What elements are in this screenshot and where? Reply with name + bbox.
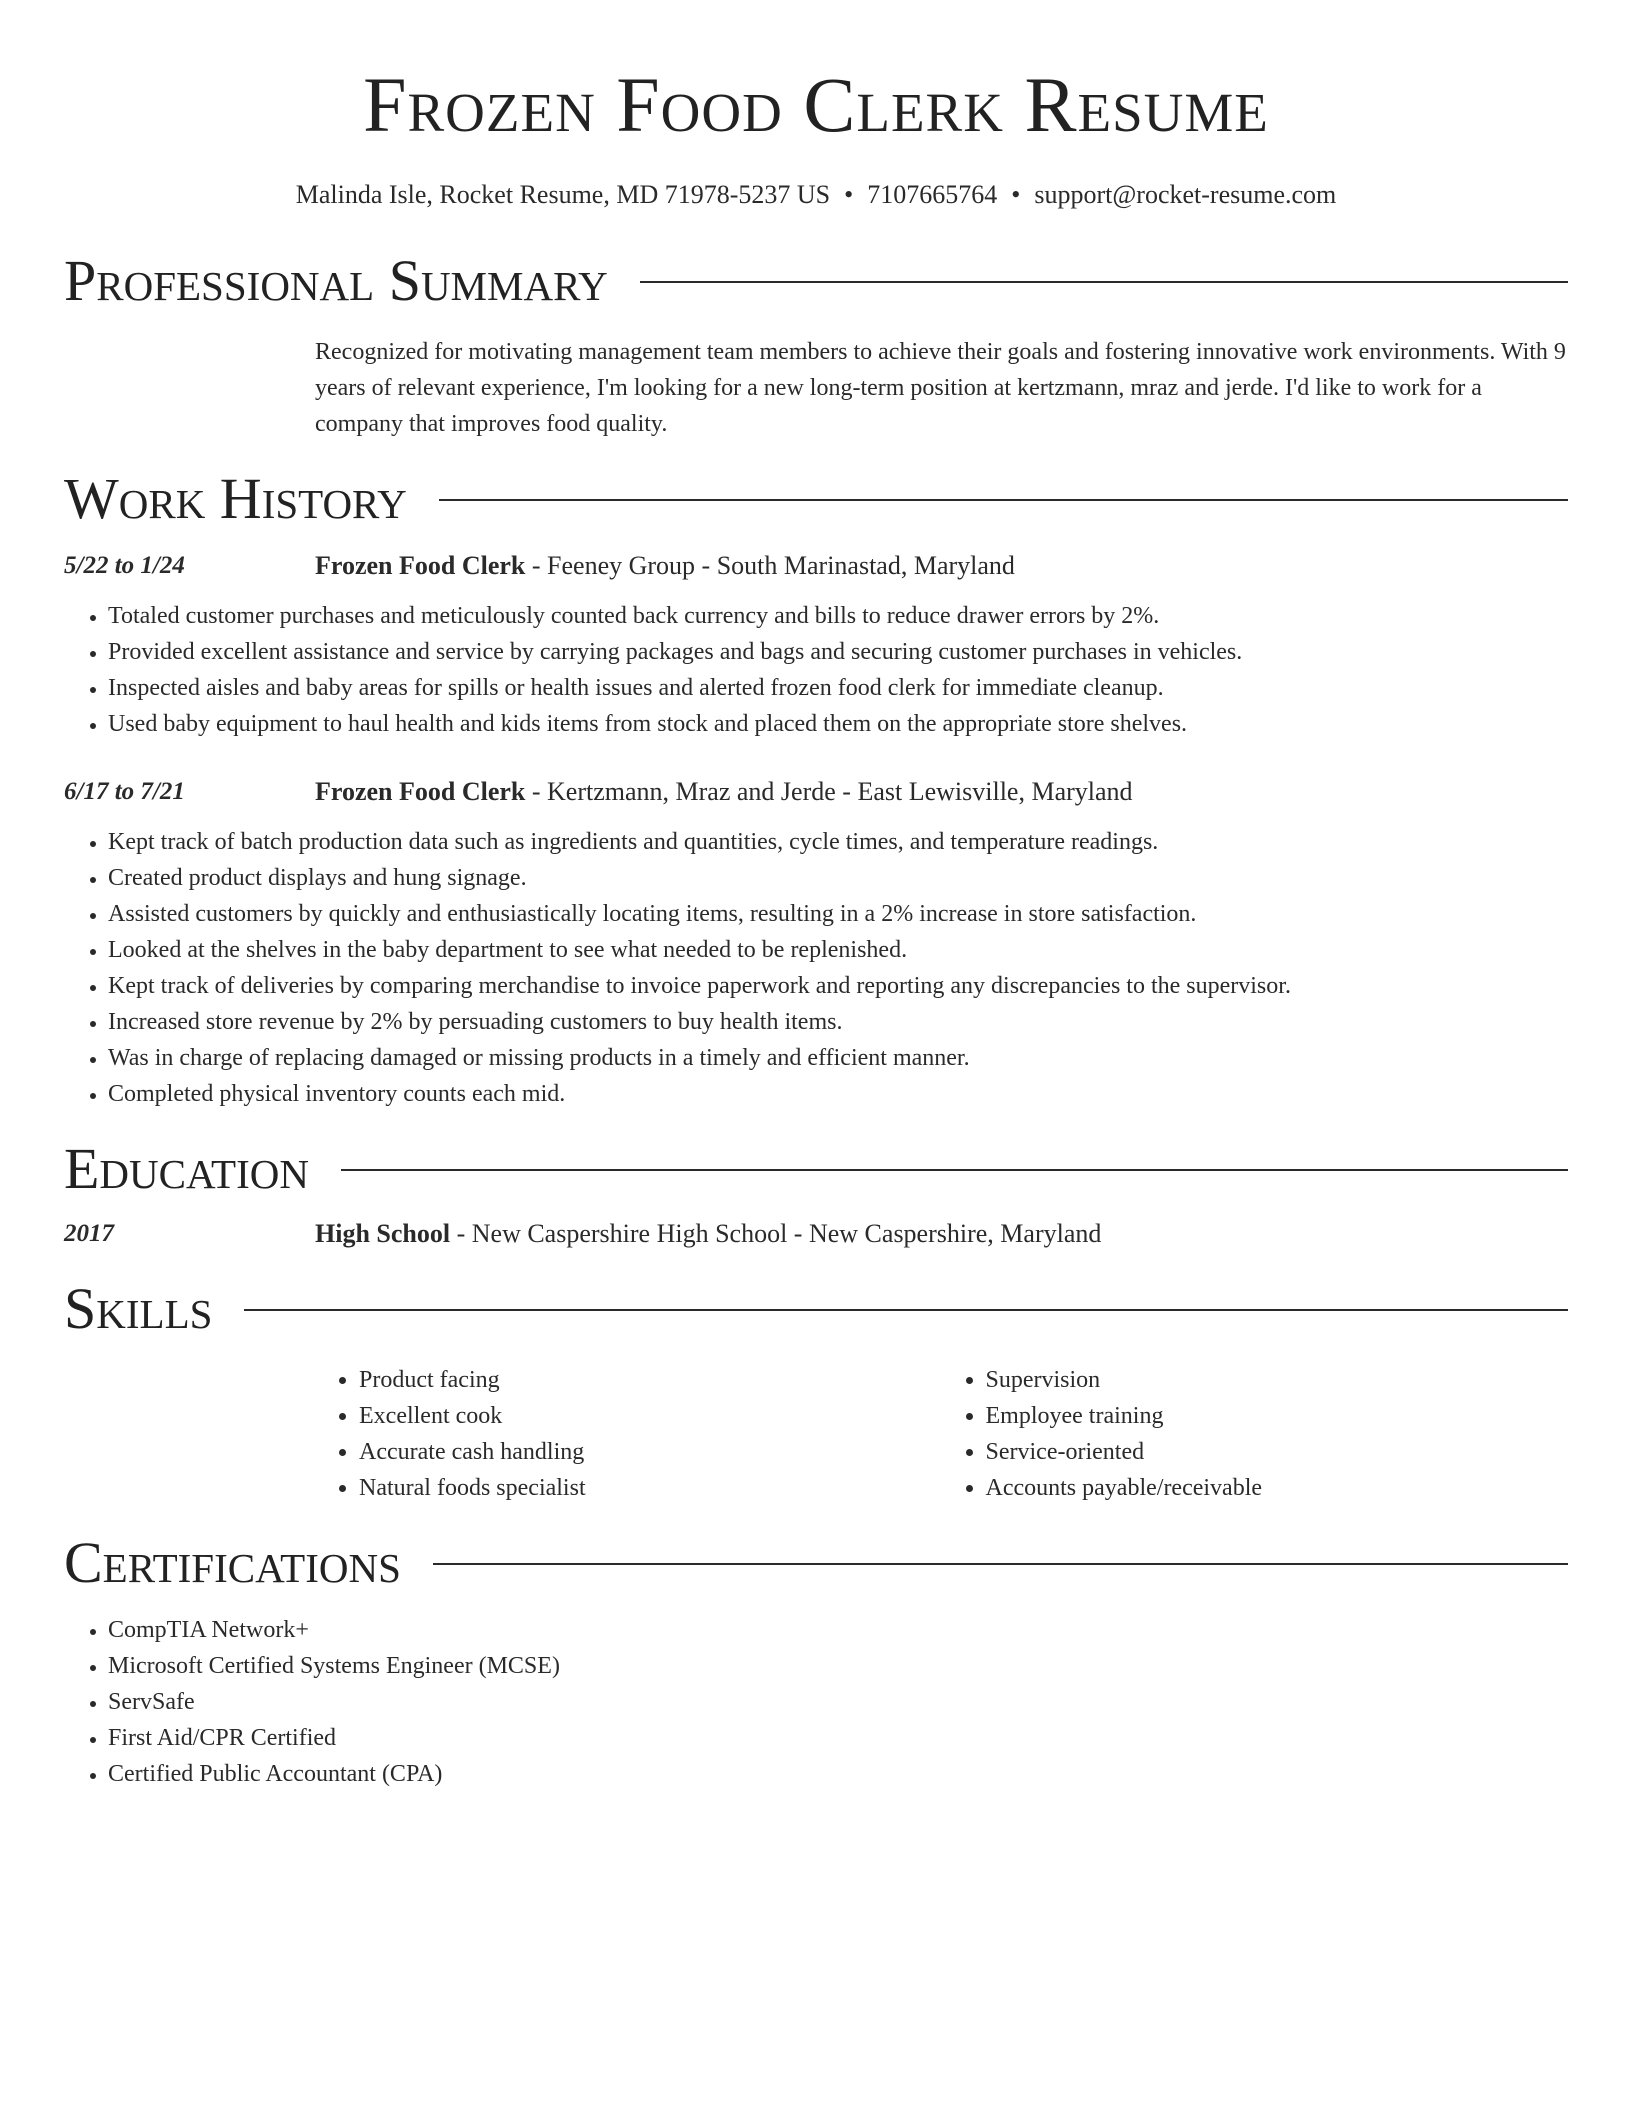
summary-heading: Professional Summary (64, 248, 608, 313)
contact-separator: • (1011, 180, 1021, 209)
list-item: • Microsoft Certified Systems Engineer (MCSE) (108, 1648, 1568, 1684)
job-date: 5/22 to 1/24 (64, 552, 185, 579)
summary-section-header (64, 246, 1568, 316)
list-item: • Service-oriented (986, 1434, 1569, 1470)
section-divider (640, 281, 1568, 283)
job-title: Frozen Food Clerk (315, 551, 526, 580)
job-entry (64, 774, 1568, 810)
certifications-heading: Certifications (64, 1530, 401, 1595)
education-title-line (315, 1216, 1568, 1252)
resume-title: Frozen Food Clerk Resume (363, 61, 1269, 148)
job-entry (64, 548, 1568, 584)
list-item: • Natural foods specialist (359, 1470, 942, 1506)
section-divider (433, 1563, 1568, 1565)
certifications-section-header (64, 1528, 1568, 1598)
contact-email: support@rocket-resume.com (1034, 180, 1337, 209)
list-item: • Employee training (986, 1398, 1569, 1434)
skills-section-header (64, 1274, 1568, 1344)
job-bullets (64, 824, 1568, 1112)
list-item: • Provided excellent assistance and service by carrying packages and bags and securing customer purchases in vehicles. (108, 634, 1568, 670)
list-item: • First Aid/CPR Certified (108, 1720, 1568, 1756)
list-item: • Totaled customer purchases and meticulously counted back currency and bills to reduce drawer errors by 2%. (108, 598, 1568, 634)
skills-list (315, 1362, 1568, 1506)
job-title-line (315, 774, 1568, 810)
job-bullets (64, 598, 1568, 742)
section-divider (244, 1309, 1568, 1311)
list-item: • Increased store revenue by 2% by persuading customers to buy health items. (108, 1004, 1568, 1040)
job-details: - Feeney Group - South Marinastad, Maryland (525, 551, 1015, 580)
contact-address: Malinda Isle, Rocket Resume, MD 71978-5237 US (295, 180, 831, 209)
list-item: • Kept track of batch production data such as ingredients and quantities, cycle times, and temperature readings. (108, 824, 1568, 860)
list-item: • Used baby equipment to haul health and kids items from stock and placed them on the appropriate store shelves. (108, 706, 1568, 742)
list-item: • Supervision (986, 1362, 1569, 1398)
job-date: 6/17 to 7/21 (64, 778, 185, 805)
list-item: • Product facing (359, 1362, 942, 1398)
education-section-header (64, 1134, 1568, 1204)
job-title-line (315, 548, 1568, 584)
work-section-header (64, 464, 1568, 534)
work-heading: Work History (64, 466, 407, 531)
list-item: • ServSafe (108, 1684, 1568, 1720)
contact-phone: 7107665764 (867, 180, 998, 209)
list-item: • Certified Public Accountant (CPA) (108, 1756, 1568, 1792)
list-item: • Completed physical inventory counts each mid. (108, 1076, 1568, 1112)
list-item: • Created product displays and hung signage. (108, 860, 1568, 896)
job-title: Frozen Food Clerk (315, 777, 526, 806)
list-item: • Accurate cash handling (359, 1434, 942, 1470)
skills-column-right (942, 1362, 1569, 1506)
summary-text: Recognized for motivating management team members to achieve their goals and fostering innovative work environments. With 9 years of relevant experience, I'm looking for a new long-term position at kertzmann, mraz and jerde. I'd like to work for a company that improves food quality. (315, 339, 1566, 437)
education-details: - New Caspershire High School - New Caspershire, Maryland (450, 1219, 1102, 1248)
contact-line (64, 178, 1568, 212)
education-heading: Education (64, 1136, 309, 1201)
list-item: • Excellent cook (359, 1398, 942, 1434)
list-item: • Accounts payable/receivable (986, 1470, 1569, 1506)
list-item: • CompTIA Network+ (108, 1612, 1568, 1648)
skills-column-left (315, 1362, 942, 1506)
education-date: 2017 (64, 1220, 114, 1247)
contact-separator: • (844, 180, 854, 209)
list-item: • Looked at the shelves in the baby department to see what needed to be replenished. (108, 932, 1568, 968)
list-item: • Inspected aisles and baby areas for spills or health issues and alerted frozen food clerk for immediate cleanup. (108, 670, 1568, 706)
list-item: • Was in charge of replacing damaged or missing products in a timely and efficient manner. (108, 1040, 1568, 1076)
certifications-list (64, 1612, 1568, 1792)
section-divider (341, 1169, 1568, 1171)
job-details: - Kertzmann, Mraz and Jerde - East Lewisville, Maryland (525, 777, 1133, 806)
list-item: • Kept track of deliveries by comparing merchandise to invoice paperwork and reporting any discrepancies to the supervisor. (108, 968, 1568, 1004)
skills-heading: Skills (64, 1276, 213, 1341)
section-divider (439, 499, 1568, 501)
education-entry (64, 1216, 1568, 1252)
education-degree: High School (315, 1219, 451, 1248)
list-item: • Assisted customers by quickly and enthusiastically locating items, resulting in a 2% increase in store satisfaction. (108, 896, 1568, 932)
